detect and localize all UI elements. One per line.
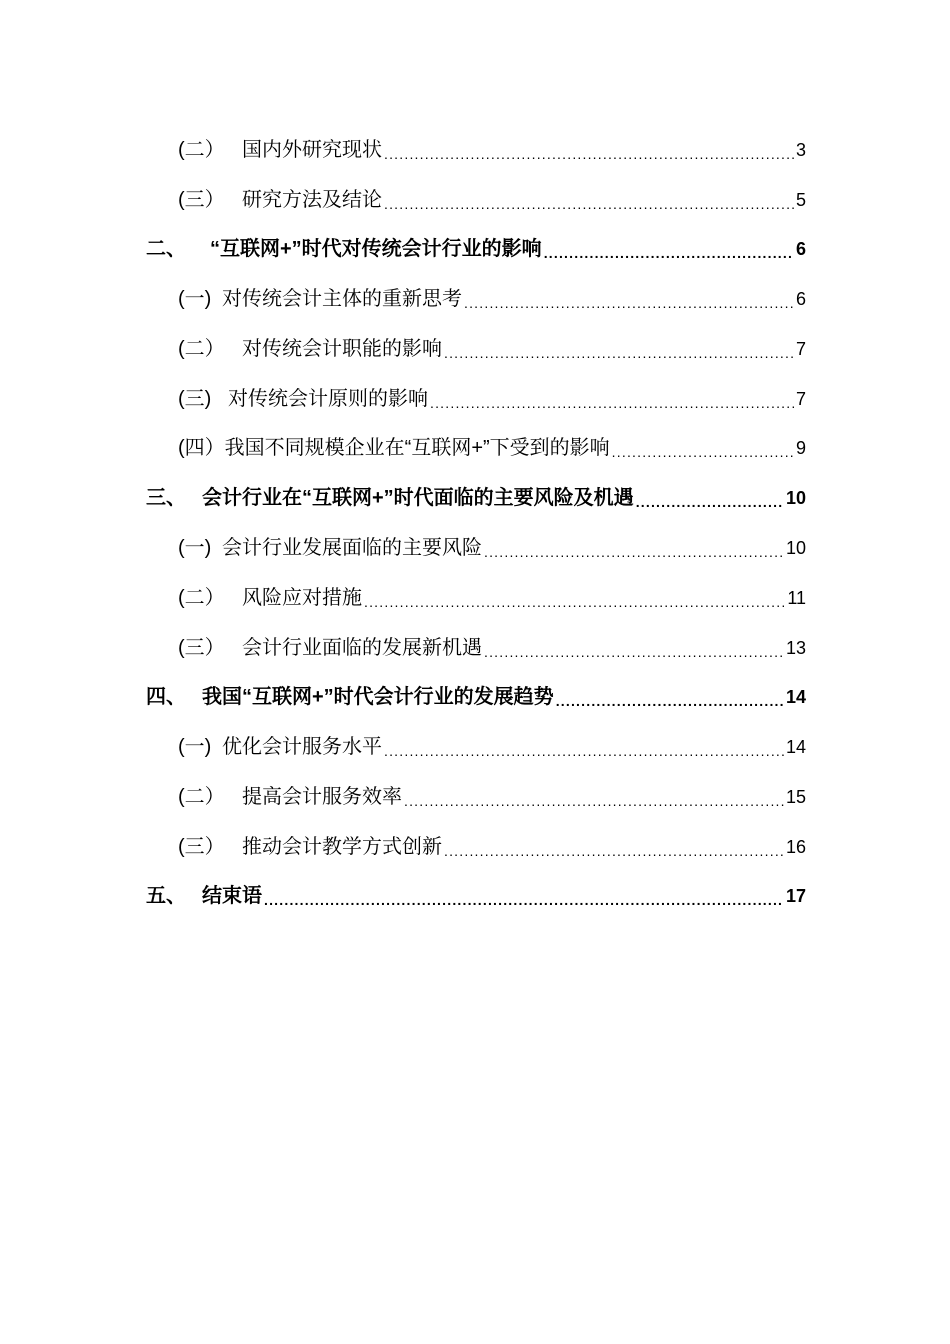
toc-entry-page: 14 [785,737,806,757]
toc-entry-number: 四、 [146,686,186,708]
toc-entry-page: 17 [785,886,806,906]
toc-entry[interactable] [178,334,806,364]
toc-dot-leader [556,682,784,712]
toc-entry-number: 五、 [146,885,186,907]
toc-entry-title: 风险应对措施 [242,587,362,609]
toc-entry-title: 对传统会计主体的重新思考 [222,288,462,310]
toc-entry-page: 15 [785,787,806,807]
toc-dot-leader [384,185,794,215]
toc-entry-page: 7 [795,339,806,359]
toc-entry-title: 优化会计服务水平 [222,736,382,758]
toc-chapter-entry[interactable] [146,234,806,264]
toc-entry[interactable] [178,533,806,563]
toc-entry[interactable] [178,433,806,463]
toc-entry-title: 会计行业面临的发展新机遇 [242,637,482,659]
toc-entry-title: 会计行业在“互联网+”时代面临的主要风险及机遇 [202,487,634,509]
toc-entry-number: (四） [178,437,225,459]
toc-entry-page: 11 [787,588,806,608]
toc-entry-number: 二、 [146,238,186,260]
toc-dot-leader [544,234,794,264]
toc-entry-number: (三） [178,189,225,211]
toc-entry-number: (三） [178,637,225,659]
toc-dot-leader [444,832,784,862]
toc-dot-leader [404,782,784,812]
toc-dot-leader [484,633,784,663]
toc-entry[interactable] [178,782,806,812]
toc-dot-leader [612,433,794,463]
toc-chapter-entry[interactable] [146,881,806,911]
toc-entry[interactable] [178,732,806,762]
toc-entry-title: 推动会计教学方式创新 [242,836,442,858]
toc-dot-leader [464,284,794,314]
toc-entry-page: 7 [795,389,806,409]
toc-entry-number: (一) [178,288,212,310]
toc-entry[interactable] [178,284,806,314]
toc-entry-title: 对传统会计职能的影响 [242,338,442,360]
toc-entry-title: 结束语 [202,885,262,907]
toc-entry-title: 国内外研究现状 [242,139,382,161]
toc-entry-page: 6 [795,289,806,309]
toc-entry-number: (一) [178,537,212,559]
toc-entry-title: “互联网+”时代对传统会计行业的影响 [210,238,542,260]
toc-dot-leader [430,384,794,414]
toc-entry[interactable] [178,832,806,862]
toc-entry[interactable] [178,633,806,663]
toc-dot-leader [264,881,784,911]
toc-entry-page: 5 [795,190,806,210]
toc-dot-leader [484,533,784,563]
toc-dot-leader [384,732,784,762]
toc-entry-number: (三) [178,388,212,410]
toc-entry-title: 我国“互联网+”时代会计行业的发展趋势 [202,686,554,708]
toc-entry-page: 13 [785,638,806,658]
toc-entry[interactable] [178,583,806,613]
toc-entry-title: 对传统会计原则的影响 [228,388,428,410]
toc-entry-page: 10 [785,488,806,508]
toc-entry-page: 9 [795,438,806,458]
toc-entry-number: (二） [178,139,225,161]
toc-entry-number: (二） [178,338,225,360]
toc-entry-number: (二） [178,786,225,808]
toc-entry-number: (二） [178,587,225,609]
toc-dot-leader [364,583,785,613]
toc-entry-title: 提高会计服务效率 [242,786,402,808]
toc-dot-leader [636,483,784,513]
toc-entry-page: 10 [785,538,806,558]
toc-entry-page: 6 [795,239,806,259]
toc-entry-title: 我国不同规模企业在“互联网+”下受到的影响 [224,437,610,459]
toc-entry-number: (三） [178,836,225,858]
toc-entry-page: 3 [795,140,806,160]
toc-entry-title: 会计行业发展面临的主要风险 [222,537,482,559]
toc-entry-number: (一) [178,736,212,758]
toc-entry-page: 16 [785,837,806,857]
toc-entry-title: 研究方法及结论 [242,189,382,211]
toc-entry[interactable] [178,185,806,215]
toc-dot-leader [444,334,794,364]
toc-chapter-entry[interactable] [146,682,806,712]
toc-entry-number: 三、 [146,487,186,509]
toc-entry-page: 14 [785,687,806,707]
toc-entry[interactable] [178,135,806,165]
toc-dot-leader [384,135,794,165]
toc-entry[interactable] [178,384,806,414]
toc-chapter-entry[interactable] [146,483,806,513]
